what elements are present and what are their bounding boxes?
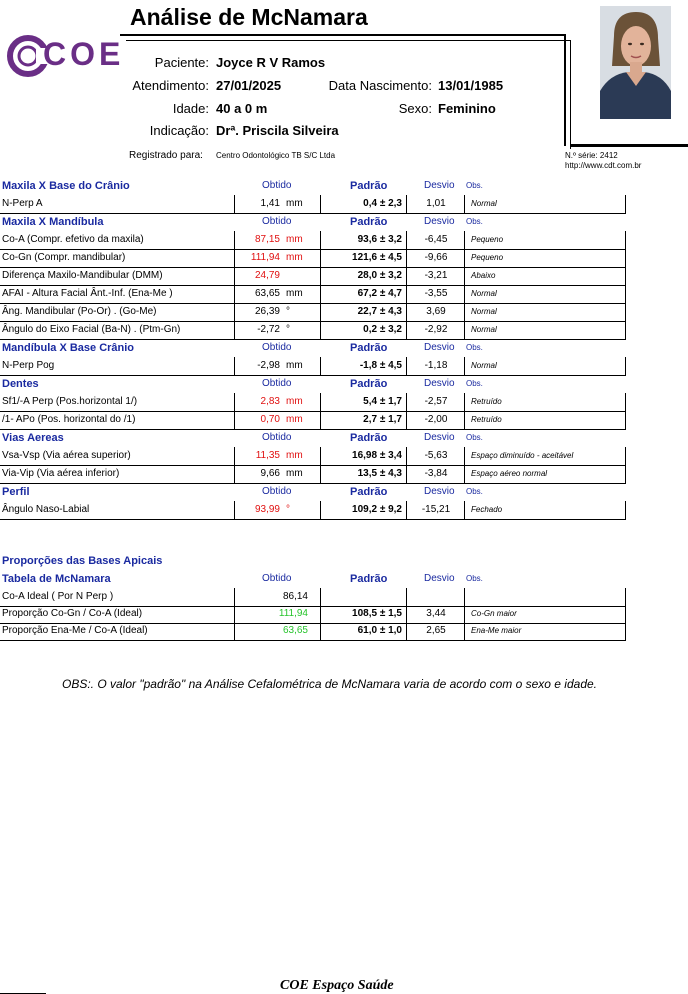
row-padrao: 108,5 ± 1,5 [320, 605, 406, 623]
row-obs: Normal [464, 357, 626, 375]
site-url: http://www.cdt.com.br [565, 161, 642, 170]
row-desvio: -3,55 [406, 285, 465, 303]
table-row [0, 249, 626, 268]
header-desvio: Desvio [424, 180, 455, 191]
table-row [0, 501, 626, 520]
obtido-unit: mm [286, 450, 303, 461]
table-row [0, 393, 626, 412]
header-desvio: Desvio [424, 573, 455, 584]
row-obs: Normal [464, 303, 626, 321]
row-padrao: 61,0 ± 1,0 [320, 622, 406, 640]
header-desvio: Desvio [424, 432, 455, 443]
row-padrao: -1,8 ± 4,5 [320, 357, 406, 375]
indicacao-value: Drª. Priscila Silveira [216, 123, 339, 138]
header-desvio: Desvio [424, 378, 455, 389]
row-obtido [234, 321, 316, 339]
row-desvio: -3,21 [406, 267, 465, 285]
row-desvio: -2,92 [406, 321, 465, 339]
obtido-unit: ° [286, 504, 290, 515]
obtido-unit: mm [286, 234, 303, 245]
row-label: Ângulo do Eixo Facial (Ba-N) . (Ptm-Gn) [2, 324, 181, 335]
obtido-value: 11,35 [255, 450, 280, 461]
patient-photo [600, 6, 671, 119]
row-obtido [234, 357, 316, 375]
row-label: Vsa-Vsp (Via aérea superior) [2, 450, 131, 461]
header-obs: Obs. [466, 379, 483, 388]
sexo-label: Sexo: [398, 101, 432, 116]
section-title: Dentes [2, 378, 39, 390]
header-padrao: Padrão [350, 486, 388, 498]
row-label: Via-Vip (Via aérea inferior) [2, 468, 120, 479]
proporcoes-header [0, 570, 626, 588]
row-label: Sf1/-A Perp (Pos.horizontal 1/) [2, 396, 138, 407]
row-label: AFAI - Altura Facial Ânt.-Inf. (Ena-Me ) [2, 288, 173, 299]
row-obs: Retruído [464, 393, 626, 411]
row-obs: Pequeno [464, 231, 626, 249]
obtido-value: 63,65 [254, 288, 280, 299]
registrado-label: Registrado para: [129, 150, 203, 161]
idade-value: 40 a 0 m [216, 101, 268, 116]
row-padrao: 67,2 ± 4,7 [320, 285, 406, 303]
obtido-value: 93,99 [254, 504, 280, 515]
table-row [0, 231, 626, 250]
table-row [0, 267, 626, 286]
obtido-value: 86,14 [282, 591, 308, 602]
section-header [0, 177, 626, 195]
row-obtido [234, 249, 316, 267]
logo-text: COE [43, 36, 125, 72]
row-label: Ângulo Naso-Labial [2, 504, 90, 515]
obtido-value: -2,98 [257, 360, 280, 371]
row-label: /1- APo (Pos. horizontal do /1) [2, 414, 136, 425]
footer-text: COE Espaço Saúde [280, 978, 394, 993]
header-padrao: Padrão [350, 573, 388, 585]
header-obtido: Obtido [262, 486, 292, 497]
row-desvio: -2,00 [406, 411, 465, 429]
table-row [0, 447, 626, 466]
row-label: Co-A (Compr. efetivo da maxila) [2, 234, 144, 245]
row-obs: Co-Gn maior [464, 605, 626, 623]
obtido-value: 111,94 [250, 252, 280, 263]
row-desvio: -2,57 [406, 393, 465, 411]
row-label: N-Perp Pog [2, 360, 55, 371]
row-obs: Fechado [464, 501, 626, 519]
row-obtido [234, 231, 316, 249]
obtido-unit: mm [286, 288, 303, 299]
row-padrao: 22,7 ± 4,3 [320, 303, 406, 321]
header-obs: Obs. [466, 487, 483, 496]
obtido-value: 24,79 [254, 270, 280, 281]
section-header [0, 483, 626, 501]
row-desvio: -1,18 [406, 357, 465, 375]
section-title: Maxila X Mandíbula [2, 216, 104, 228]
row-label: Proporção Ena-Me / Co-A (Ideal) [2, 625, 148, 636]
section-header [0, 429, 626, 447]
row-obs: Ena-Me maior [464, 622, 626, 640]
row-padrao: 0,4 ± 2,3 [320, 195, 406, 213]
row-obtido [234, 588, 316, 606]
table-row [0, 411, 626, 430]
nascimento-value: 13/01/1985 [438, 78, 504, 93]
row-label: Co-Gn (Compr. mandibular) [2, 252, 126, 263]
section-title: Maxila X Base do Crânio [2, 180, 130, 192]
table-row [0, 622, 626, 641]
obtido-unit: mm [286, 252, 303, 263]
row-padrao: 28,0 ± 3,2 [320, 267, 406, 285]
row-label: Diferença Maxilo-Mandibular (DMM) [2, 270, 163, 281]
row-obs: Normal [464, 321, 626, 339]
section-title: Perfil [2, 486, 30, 498]
obtido-value: 87,15 [254, 234, 280, 245]
row-obtido [234, 285, 316, 303]
logo-inner-ring [19, 47, 37, 65]
header-padrao: Padrão [350, 432, 388, 444]
header-obtido: Obtido [262, 432, 292, 443]
row-desvio: -3,84 [406, 465, 465, 483]
obtido-unit: mm [286, 396, 303, 407]
header-frame-bottom-inner [570, 146, 688, 147]
page-title: Análise de McNamara [130, 4, 368, 30]
obtido-value: 111,94 [278, 608, 308, 619]
row-obs: Espaço aéreo normal [464, 465, 626, 483]
header-desvio: Desvio [424, 486, 455, 497]
row-padrao [320, 588, 406, 606]
obtido-unit: mm [286, 468, 303, 479]
serie-number: N.º série: 2412 [565, 151, 618, 160]
proporcoes-title: Proporções das Bases Apicais [2, 555, 163, 567]
row-obtido [234, 447, 316, 465]
header-obtido: Obtido [262, 378, 292, 389]
row-padrao: 2,7 ± 1,7 [320, 411, 406, 429]
row-padrao: 121,6 ± 4,5 [320, 249, 406, 267]
table-row [0, 285, 626, 304]
table-row [0, 465, 626, 484]
row-obtido [234, 605, 316, 623]
row-label: Proporção Co-Gn / Co-A (Ideal) [2, 608, 143, 619]
row-padrao: 5,4 ± 1,7 [320, 393, 406, 411]
obtido-unit: mm [286, 198, 303, 209]
row-label: Co-A Ideal ( Por N Perp ) [2, 591, 114, 602]
idade-label: Idade: [172, 101, 209, 116]
obtido-value: -2,72 [257, 324, 280, 335]
row-desvio: 3,69 [406, 303, 465, 321]
table-row [0, 357, 626, 376]
obtido-unit: mm [286, 414, 303, 425]
obtido-value: 63,65 [282, 625, 308, 636]
row-desvio: 2,65 [406, 622, 465, 640]
section-header [0, 375, 626, 393]
row-padrao: 93,6 ± 3,2 [320, 231, 406, 249]
patient-photo-svg [600, 6, 671, 119]
row-desvio: -9,66 [406, 249, 465, 267]
row-desvio: -5,63 [406, 447, 465, 465]
row-obs: Espaço diminuído - aceitável [464, 447, 626, 465]
header-obtido: Obtido [262, 342, 292, 353]
row-desvio: 3,44 [406, 605, 465, 623]
row-obs: Normal [464, 285, 626, 303]
obs-note: OBS:. O valor "padrão" na Análise Cefalométrica de McNamara varia de acordo com o sexo e idade. [62, 677, 598, 691]
obtido-value: 9,66 [260, 468, 280, 479]
row-obtido [234, 411, 316, 429]
header-padrao: Padrão [350, 342, 388, 354]
table-row [0, 195, 626, 214]
row-obs: Pequeno [464, 249, 626, 267]
section-title: Tabela de McNamara [2, 573, 111, 585]
row-obs [464, 588, 626, 606]
header-padrao: Padrão [350, 216, 388, 228]
paciente-label: Paciente: [154, 55, 209, 70]
obtido-value: 26,39 [254, 306, 280, 317]
obtido-unit: mm [286, 360, 303, 371]
header-desvio: Desvio [424, 216, 455, 227]
obtido-unit: ° [286, 324, 290, 335]
header-padrao: Padrão [350, 378, 388, 390]
row-desvio: 1,01 [406, 195, 465, 213]
row-desvio: -15,21 [406, 501, 465, 519]
row-label: Âng. Mandibular (Po-Or) . (Go-Me) [2, 306, 157, 317]
table-row [0, 303, 626, 322]
row-padrao: 0,2 ± 3,2 [320, 321, 406, 339]
row-obtido [234, 393, 316, 411]
row-obtido [234, 501, 316, 519]
header-obs: Obs. [466, 217, 483, 226]
table-row [0, 321, 626, 340]
row-obs: Normal [464, 195, 626, 213]
row-obs: Retruído [464, 411, 626, 429]
row-desvio: -6,45 [406, 231, 465, 249]
registrado-value: Centro Odontológico TB S/C Ltda [216, 151, 336, 160]
nascimento-label: Data Nascimento: [328, 78, 432, 93]
row-obtido [234, 303, 316, 321]
header-padrao: Padrão [350, 180, 388, 192]
row-padrao: 109,2 ± 9,2 [320, 501, 406, 519]
row-obtido [234, 465, 316, 483]
obtido-value: 2,83 [260, 396, 280, 407]
atendimento-value: 27/01/2025 [216, 78, 282, 93]
row-desvio [406, 588, 465, 606]
header-obs: Obs. [466, 343, 483, 352]
row-obs: Abaixo [464, 267, 626, 285]
sexo-value: Feminino [438, 101, 496, 116]
row-obtido [234, 622, 316, 640]
section-title: Mandíbula X Base Crânio [2, 342, 135, 354]
row-padrao: 16,98 ± 3,4 [320, 447, 406, 465]
header-obtido: Obtido [262, 180, 292, 191]
section-header [0, 213, 626, 231]
header-obs: Obs. [466, 181, 483, 190]
header-obtido: Obtido [262, 573, 292, 584]
row-obtido [234, 267, 316, 285]
header-desvio: Desvio [424, 342, 455, 353]
obtido-value: 1,41 [260, 198, 280, 209]
obtido-unit: ° [286, 306, 290, 317]
header-obtido: Obtido [262, 216, 292, 227]
indicacao-label: Indicação: [149, 123, 209, 138]
header-obs: Obs. [466, 433, 483, 442]
header-obs: Obs. [466, 574, 483, 583]
paciente-value: Joyce R V Ramos [216, 55, 326, 70]
row-padrao: 13,5 ± 4,3 [320, 465, 406, 483]
section-title: Vias Aereas [2, 432, 64, 444]
section-header [0, 339, 626, 357]
row-label: N-Perp A [2, 198, 43, 209]
row-obtido [234, 195, 316, 213]
atendimento-label: Atendimento: [132, 78, 209, 93]
obtido-value: 0,70 [260, 414, 280, 425]
